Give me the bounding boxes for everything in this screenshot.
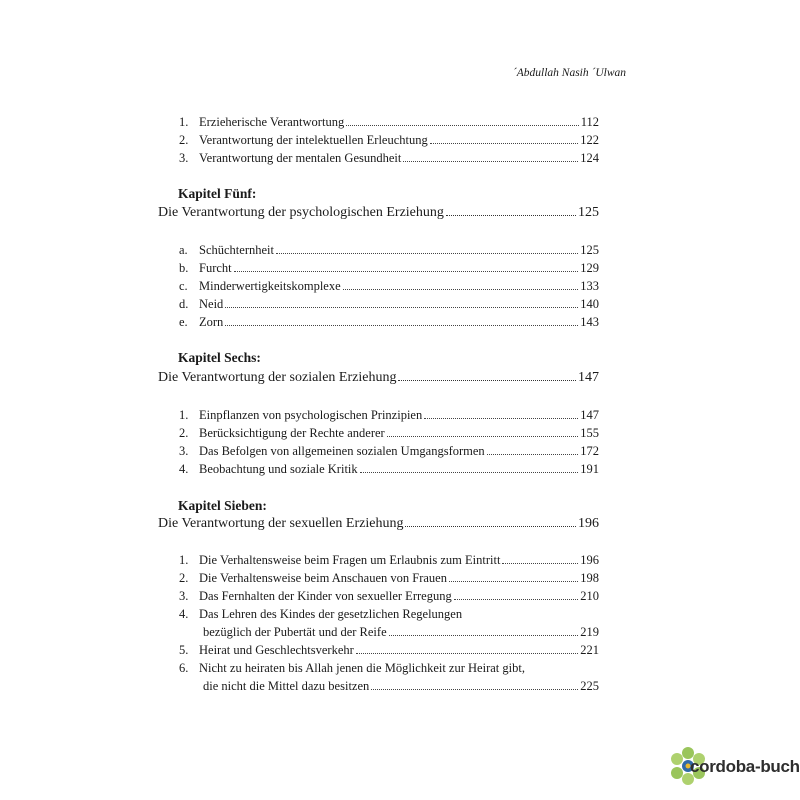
entry-number: e. (179, 315, 188, 329)
entry-page: 140 (580, 297, 599, 311)
toc-entry[interactable] (179, 408, 599, 424)
toc-entry[interactable] (179, 243, 599, 259)
toc-entry[interactable] (179, 261, 599, 277)
entry-title-continued: bezüglich der Pubertät und der Reife (203, 625, 387, 639)
entry-page: 129 (580, 261, 599, 275)
toc-entry[interactable] (179, 315, 599, 331)
dot-leader (449, 580, 578, 582)
dot-leader (225, 324, 578, 326)
dot-leader (454, 598, 579, 600)
entry-title: Minderwertigkeitskomplexe (199, 279, 341, 293)
toc-entry[interactable] (179, 115, 599, 131)
entry-title: Beobachtung und soziale Kritik (199, 462, 358, 476)
entry-title: Furcht (199, 261, 232, 275)
entry-page: 219 (580, 625, 599, 639)
entry-title: Erzieherische Verantwortung (199, 115, 345, 129)
entry-number: 1. (179, 408, 189, 422)
entry-number: 6. (179, 661, 189, 675)
entry-number: 3. (179, 589, 189, 603)
toc-entry[interactable] (179, 444, 599, 460)
entry-page: 198 (580, 571, 599, 585)
entry-title: Das Lehren des Kindes der gesetzlichen Regelungen (199, 607, 463, 621)
entry-title: Das Befolgen von allgemeinen sozialen Umgangsformen (199, 444, 485, 458)
dot-leader (398, 379, 576, 381)
entry-title: Einpflanzen von psychologischen Prinzipien (199, 408, 423, 422)
entry-title: Schüchternheit (199, 243, 274, 257)
dot-leader (389, 634, 579, 636)
entry-page: 125 (580, 243, 599, 257)
entry-title: Verantwortung der intelektuellen Erleuchtung (199, 133, 428, 147)
entry-title: Heirat und Geschlechtsverkehr (199, 643, 354, 657)
entry-page: 225 (580, 679, 599, 693)
entry-title: Die Verhaltensweise beim Fragen um Erlaubnis zum Eintritt (199, 553, 501, 567)
entry-number: 4. (179, 607, 189, 621)
watermark-text: cordoba-buch (690, 757, 800, 776)
author-header: ´Abdullah Nasih ´Ulwan (512, 67, 626, 79)
toc-entry-continuation[interactable] (179, 625, 599, 641)
dot-leader (371, 688, 578, 690)
dot-leader (430, 142, 579, 144)
chapter-title: Die Verantwortung der psychologischen Erziehung (158, 205, 444, 220)
entry-title: Berücksichtigung der Rechte anderer (199, 426, 385, 440)
chapter-entry[interactable] (158, 370, 599, 388)
entry-title: Neid (199, 297, 224, 311)
toc-entry[interactable] (179, 151, 599, 167)
entry-page: 155 (580, 426, 599, 440)
dot-leader (502, 562, 578, 564)
entry-title: Das Fernhalten der Kinder von sexueller Erregung (199, 589, 452, 603)
entry-title-continued: die nicht die Mittel dazu besitzen (203, 679, 370, 693)
chapter-title: Die Verantwortung der sexuellen Erziehung (158, 516, 404, 531)
entry-number: 1. (179, 115, 189, 129)
chapter-entry[interactable] (158, 516, 599, 534)
entry-page: 143 (580, 315, 599, 329)
entry-number: 3. (179, 444, 189, 458)
dot-leader (360, 471, 579, 473)
entry-page: 210 (580, 589, 599, 603)
chapter-heading: Kapitel Sechs: (178, 350, 261, 365)
chapter-heading: Kapitel Fünf: (178, 186, 257, 201)
chapter-page: 147 (578, 370, 599, 385)
entry-number: b. (179, 261, 189, 275)
entry-page: 124 (580, 151, 599, 165)
entry-page: 122 (580, 133, 599, 147)
entry-number: 2. (179, 133, 189, 147)
dot-leader (346, 124, 579, 126)
toc-entry[interactable] (179, 279, 599, 295)
toc-entry-first-line[interactable] (179, 661, 599, 677)
dot-leader (424, 417, 578, 419)
chapter-title: Die Verantwortung der sozialen Erziehung (158, 370, 397, 385)
entry-title: Nicht zu heiraten bis Allah jenen die Möglichkeit zur Heirat gibt, (199, 661, 525, 675)
entry-number: 1. (179, 553, 189, 567)
dot-leader (405, 525, 576, 527)
toc-entry-continuation[interactable] (179, 679, 599, 695)
dot-leader (387, 435, 579, 437)
entry-title: Verantwortung der mentalen Gesundheit (199, 151, 402, 165)
entry-page: 112 (580, 115, 599, 129)
toc-entry[interactable] (179, 297, 599, 313)
entry-number: a. (179, 243, 188, 257)
entry-number: 2. (179, 426, 189, 440)
entry-page: 172 (580, 444, 599, 458)
chapter-page: 196 (578, 516, 599, 531)
dot-leader (403, 160, 578, 162)
entry-number: 3. (179, 151, 189, 165)
toc-entry[interactable] (179, 462, 599, 478)
toc-entry[interactable] (179, 643, 599, 659)
toc-entry[interactable] (179, 571, 599, 587)
entry-title: Die Verhaltensweise beim Anschauen von Frauen (199, 571, 447, 585)
toc-entry[interactable] (179, 589, 599, 605)
toc-entry[interactable] (179, 133, 599, 149)
entry-page: 133 (580, 279, 599, 293)
toc-entry-first-line[interactable] (179, 607, 599, 623)
entry-number: 4. (179, 462, 189, 476)
dot-leader (487, 453, 579, 455)
dot-leader (225, 306, 578, 308)
entry-number: 5. (179, 643, 189, 657)
entry-page: 196 (580, 553, 599, 567)
entry-number: d. (179, 297, 189, 311)
toc-entry[interactable] (179, 426, 599, 442)
entry-number: 2. (179, 571, 189, 585)
toc-entry[interactable] (179, 553, 599, 569)
dot-leader (446, 214, 576, 216)
dot-leader (343, 288, 579, 290)
dot-leader (356, 652, 578, 654)
dot-leader (234, 270, 579, 272)
chapter-heading: Kapitel Sieben: (178, 498, 267, 513)
chapter-page: 125 (578, 205, 599, 220)
dot-leader (276, 252, 578, 254)
entry-title: Zorn (199, 315, 224, 329)
entry-number: c. (179, 279, 188, 293)
chapter-entry[interactable] (158, 205, 599, 223)
entry-page: 147 (580, 408, 599, 422)
entry-page: 221 (580, 643, 599, 657)
entry-page: 191 (580, 462, 599, 476)
